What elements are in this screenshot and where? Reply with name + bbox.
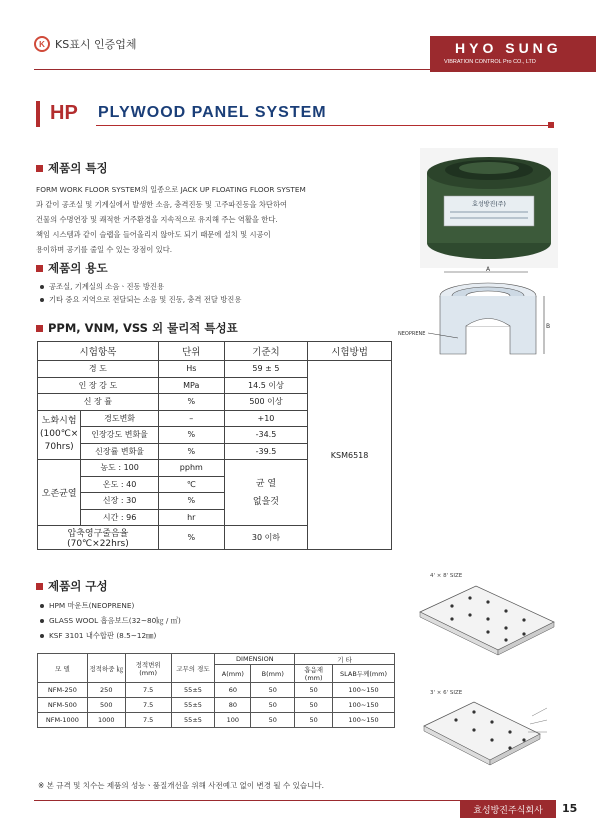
table-cell: 59 ± 5 [224, 361, 307, 378]
table-cell: pphm [158, 460, 224, 477]
table-cell: -39.5 [224, 443, 307, 460]
table-row: NFM-500 500 7.5 55±5 80 50 50 100~150 [38, 698, 395, 713]
panel-drawing-4x8 [412, 568, 562, 668]
properties-heading: PPM, VNM, VSS 외 물리적 특성표 [36, 320, 238, 336]
list-item: GLASS WOOL 흡음보드(32~80㎏ / ㎥) [40, 613, 181, 628]
title-end-square [548, 122, 554, 128]
table-cell: Hs [158, 361, 224, 378]
table-cell: 신 장 률 [38, 394, 159, 411]
table-cell: – [158, 410, 224, 427]
features-line: FORM WORK FLOOR SYSTEM의 일종으로 JACK UP FLOATING FLOOR SYSTEM [36, 185, 306, 194]
table-header: 정적변위 (mm) [125, 654, 171, 683]
title-rule [96, 125, 550, 126]
table-cell: 인 장 강 도 [38, 377, 159, 394]
title-marker [36, 101, 40, 127]
table-cell: % [158, 427, 224, 444]
table-header: 모 델 [38, 654, 88, 683]
page-title: PLYWOOD PANEL SYSTEM [98, 104, 327, 121]
composition-table [37, 653, 395, 728]
bullet-icon [40, 298, 44, 302]
table-cell: 압축영구줄음율 (70℃×22hrs) [38, 526, 159, 550]
table-cell: MPa [158, 377, 224, 394]
features-text [36, 182, 326, 257]
title-prefix: HP [50, 102, 78, 124]
table-cell: +10 [224, 410, 307, 427]
square-bullet-icon [36, 265, 43, 272]
features-heading: 제품의 특징 [36, 160, 108, 176]
features-line: 용이하며 공기를 줄일 수 있는 장점이 있다. [36, 245, 173, 254]
table-header: 기 타 [295, 654, 395, 665]
table-cell: 농도 : 100 [81, 460, 158, 477]
table-cell: % [158, 493, 224, 510]
table-cell: hr [158, 509, 224, 526]
uses-heading: 제품의 용도 [36, 260, 108, 276]
table-cell: 경도변화 [81, 410, 158, 427]
table-row: NFM-1000 1000 7.5 55±5 100 50 50 100~150 [38, 713, 395, 728]
table-cell: -34.5 [224, 427, 307, 444]
table-header: 고무의 경도 [171, 654, 215, 683]
table-header: 정적하중 ㎏ [87, 654, 125, 683]
list-item: 기타 중요 지역으로 전달되는 소음 및 진동, 충격 전달 방진용 [40, 293, 241, 306]
brand-name: HYO SUNG [455, 40, 562, 56]
panel-drawing-3x6 [412, 686, 562, 776]
table-header: DIMENSION [215, 654, 295, 665]
table-cell: 500 이상 [224, 394, 307, 411]
ozone-value-cell: 균 열 없을것 [224, 460, 307, 526]
table-cell: 30 이하 [224, 526, 307, 550]
bullet-icon [40, 619, 44, 623]
ks-label: KS표시 인증업체 [55, 38, 137, 51]
ks-logo-icon: K [34, 36, 50, 52]
header-rule [34, 69, 430, 70]
table-cell: % [158, 394, 224, 411]
ks-header [34, 36, 136, 52]
table-row: NFM-250 250 7.5 55±5 60 50 50 100~150 [38, 683, 395, 698]
table-cell: 신장 : 30 [81, 493, 158, 510]
panel1-label: 4' × 8' SIZE [430, 573, 463, 579]
composition-list [40, 598, 181, 643]
table-header: 흡음재(mm) [295, 665, 333, 683]
bullet-icon [40, 634, 44, 638]
square-bullet-icon [36, 583, 43, 590]
features-line: 건물의 수명연장 및 쾌적한 거주환경을 지속적으로 유지해 주는 역활을 한다. [36, 215, 278, 224]
ozone-label-cell: 오존균열 [38, 460, 81, 526]
table-header: 시험방법 [308, 342, 392, 361]
table-header: 단위 [158, 342, 224, 361]
table-cell: 경 도 [38, 361, 159, 378]
uses-list [40, 280, 241, 306]
bullet-icon [40, 604, 44, 608]
dim-b-label: B [546, 323, 551, 330]
table-header: A(mm) [215, 665, 251, 683]
mount-photo [420, 148, 558, 268]
mount-label: 효성방진(주) [472, 201, 506, 208]
panel2-label: 3' × 6' SIZE [430, 690, 463, 696]
table-header: SLAB두께(mm) [333, 665, 395, 683]
table-header: 시험항목 [38, 342, 159, 361]
mount-section-drawing [398, 266, 558, 376]
brand-subtitle: VIBRATION CONTROL Pro CO., LTD [444, 59, 536, 65]
aging-label-cell: 노화시험 (100℃× 70hrs) [38, 410, 81, 460]
footer-rule [34, 800, 468, 801]
square-bullet-icon [36, 165, 43, 172]
table-cell: 신장률 변화율 [81, 443, 158, 460]
square-bullet-icon [36, 325, 43, 332]
table-cell: 인장강도 변화율 [81, 427, 158, 444]
table-cell: ℃ [158, 476, 224, 493]
properties-table [37, 341, 392, 550]
list-item: 공조실, 기계실의 소음ㆍ진동 방진용 [40, 280, 241, 293]
dim-a-label: A [486, 266, 491, 273]
table-cell: % [158, 526, 224, 550]
table-header: 기준치 [224, 342, 307, 361]
features-line: 책임 시스템과 같이 슬랩을 들어올리지 않아도 되기 때문에 설치 및 시공이 [36, 230, 271, 239]
test-method-cell: KSM6518 [308, 361, 392, 550]
footnote: ※ 본 규격 및 치수는 제품의 성능ㆍ품질개선을 위해 사전예고 없이 변경 될 수 있습니다. [38, 781, 324, 790]
table-header: B(mm) [251, 665, 295, 683]
neoprene-label: NEOPRENE [398, 331, 426, 337]
table-cell: 시간 : 96 [81, 509, 158, 526]
list-item: KSF 3101 내수합판 (8.5~12㎜) [40, 628, 181, 643]
list-item: HPM 마운트(NEOPRENE) [40, 598, 181, 613]
table-cell: % [158, 443, 224, 460]
bullet-icon [40, 285, 44, 289]
page-number: 15 [562, 802, 578, 815]
table-cell: 14.5 이상 [224, 377, 307, 394]
features-line: 과 같이 공조실 및 기계실에서 발생한 소음, 충격진동 및 고주파진동을 차단하여 [36, 200, 288, 209]
composition-heading: 제품의 구성 [36, 578, 108, 594]
table-cell: 온도 : 40 [81, 476, 158, 493]
footer-company: 효성방진주식회사 [460, 800, 556, 818]
